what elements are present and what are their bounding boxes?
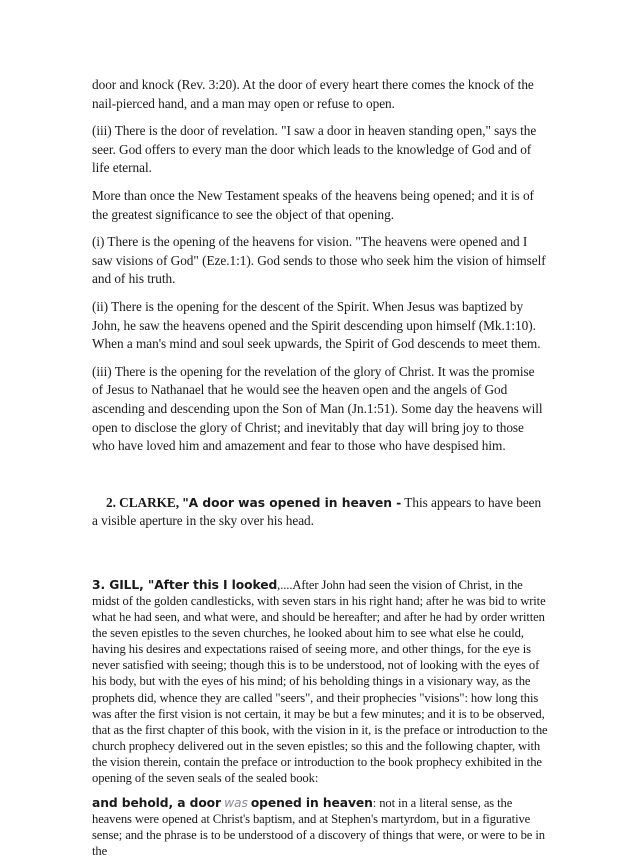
document-page [92,76,548,859]
was-italic: was [224,796,248,811]
clarke-number: 2. [106,494,116,510]
clarke-text: This appears to have been a visible aperture in the sky over his head. [92,494,542,529]
paragraph-opening-for-vision: (i) There is the opening of the heavens for vision. "The heavens were opened and I saw visions of God" (Eze.1:1). God sends to those who seek him the vision of himself and of his truth. [92,234,546,287]
clarke-commentary [92,494,548,531]
clarke-quote: "A door was opened in heaven - [182,495,402,510]
gill-label: 3. GILL, "After this I looked [92,577,278,592]
gill-text: After John had seen the vision of Christ, in the midst of the golden candlesticks, with seven stars in his right hand; after he was bid to write what he had seen, and what were, and should be hereafter; and after he had by order written the seven epistles to the seven churches, he looked about him to see what else he could, having his desires and expectations raised of seeing more, and other things, for the eye is never satisfied with seeing; though this is to be understood, not of looking with the eyes of his body, but with the eyes of his mind; of his beholding things in a visionary way, as the prophets did, whence they are called "seers", and their prophecies "visions": how long this was after the first vision is not certain, it may be but a few minutes; and it is to be observed, that as the first chapter of this book, with the vision in it, is the preface or introduction to the church prophecy delivered out in the seven epistles; so this and the following chapter, with the vision therein, contain the preface or introduction to the book prophecy exhibited in the opening of the seven seals of the sealed book: [92,577,548,785]
clarke-author: CLARKE, [119,494,180,510]
paragraph-glory-of-christ: (iii) There is the opening for the revelation of the glory of Christ. It was the promise of Jesus to Nathanael that he would see the heaven open and the angels of God ascending and descending upon the Son of Man (Jn.1:51). Some day the heavens will open to disclose the glory of Christ; and inevitably that day will bring joy to those who have loved him and amazement and fear to those who have despised him. [92,363,543,454]
gill-commentary [92,577,548,786]
opened-in-heaven: opened in heaven [250,796,373,811]
behold-text: : not in a literal sense, as the heavens were opened at Christ's baptism, and at Stephen's martyrdom, but in a figurative sense; and the phrase is to be understood of a discovery of things that were, or were to be in the [92,796,545,859]
paragraph-heavens-opened: More than once the New Testament speaks of the heavens being opened; and it is of the greatest significance to see the object of that opening. [92,187,534,222]
gill-behold-paragraph [92,795,548,859]
paragraph-descent-of-spirit: (ii) There is the opening for the descent of the Spirit. When Jesus was baptized by John, he saw the heavens opened and the Spirit descending upon himself (Mk.1:10). When a man's mind and soul seek upwards, the Spirit of God descends to meet them. [92,298,541,352]
gill-ellipsis: ,.... [277,577,293,592]
behold-phrase: and behold, a door [92,796,221,811]
paragraph-door-of-revelation: (iii) There is the door of revelation. "I saw a door in heaven standing open," says the seer. God offers to every man the door which leads to the knowledge of God and of life eternal. [92,123,537,176]
paragraph-door-knock: door and knock (Rev. 3:20). At the door of every heart there comes the knock of the nail-pierced hand, and a man may open or refuse to open. [92,77,534,111]
